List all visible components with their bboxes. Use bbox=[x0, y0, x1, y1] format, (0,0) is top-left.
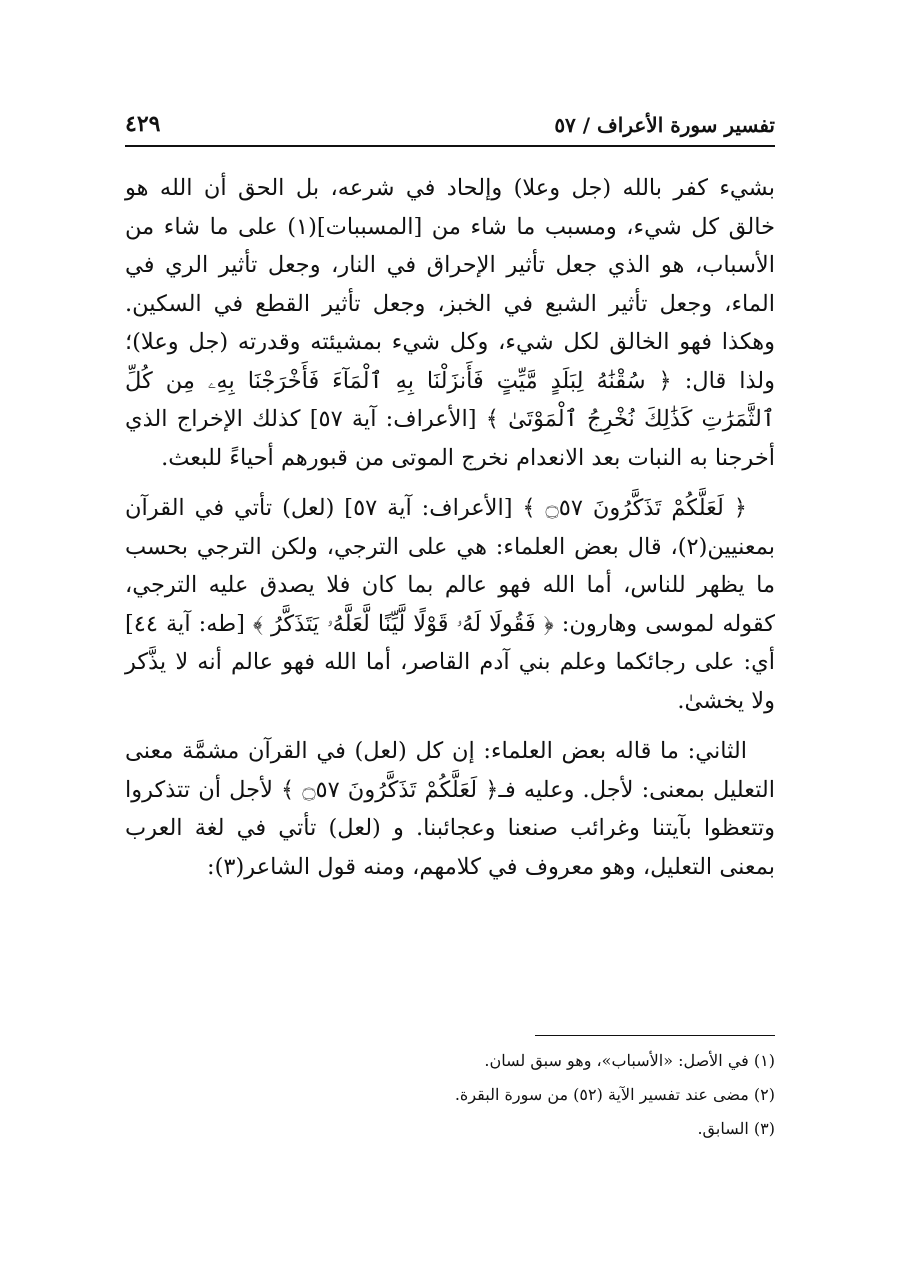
running-title: تفسير سورة الأعراف / ٥٧ bbox=[554, 113, 775, 137]
paragraph: ﴿ لَعَلَّكُمْ تَذَكَّرُونَ ۝٥٧ ﴾ [الأعراف: آية ٥٧] (لعل) تأتي في القرآن بمعنيين(٢)، قال بعض العلماء: هي على الترجي، ولكن الترجي بحسب ما يظهر للناس، أما الله فهو عالم بما كان فلا يصدق عليه الترجي، كقوله لموسى وهارون: ﴿ فَقُولَا لَهُۥ قَوْلًا لَّيِّنًا لَّعَلَّهُۥ يَتَذَكَّرُ ﴾ [طه: آية ٤٤] أي: على رجائكما وعلم بني آدم القاصر، أما الله فهو عالم أنه لا يذَّكر ولا يخشىٰ. bbox=[125, 495, 775, 714]
footnote: (٢) مضى عند تفسير الآية (٥٢) من سورة البقرة. bbox=[454, 1085, 775, 1104]
page-number: ٤٢٩ bbox=[125, 111, 161, 137]
main-text bbox=[125, 169, 775, 886]
page bbox=[125, 105, 775, 1205]
footnotes bbox=[125, 1035, 775, 1146]
footnote: (١) في الأصل: «الأسباب»، وهو سبق لسان. bbox=[484, 1051, 775, 1070]
footnote: (٣) السابق. bbox=[697, 1119, 775, 1138]
footnote-separator bbox=[535, 1035, 775, 1036]
page-header bbox=[125, 105, 775, 147]
paragraph: الثاني: ما قاله بعض العلماء: إن كل (لعل) في القرآن مشمَّة معنى التعليل بمعنى: لأجل. وعليه فـ﴿ لَعَلَّكُمْ تَذَكَّرُونَ ۝٥٧ ﴾ لأجل أن تتذكروا وتتعظوا بآيتنا وغرائب صنعنا وعجائبنا. و (لعل) تأتي في لغة العرب بمعنى التعليل، وهو معروف في كلامهم، ومنه قول الشاعر(٣): bbox=[125, 738, 776, 880]
paragraph: بشيء كفر بالله (جل وعلا) وإلحاد في شرعه، بل الحق أن الله هو خالق كل شيء، ومسبب ما شاء من [المسببات](١) على ما شاء من الأسباب، هو الذي جعل تأثير الإحراق في النار، وجعل تأثير الري في الماء، وجعل تأثير الشبع في الخبز، وجعل تأثير القطع في السكين. وهكذا فهو الخالق لكل شيء، وكل شيء بمشيئته وقدرته (جل وعلا)؛ ولذا قال: ﴿ سُقْنَٰهُ لِبَلَدٍ مَّيِّتٍ فَأَنزَلْنَا بِهِ ٱلْمَآءَ فَأَخْرَجْنَا بِهِۦ مِن كُلِّ ٱلثَّمَرَٰتِ كَذَٰلِكَ نُخْرِجُ ٱلْمَوْتَىٰ ﴾ [الأعراف: آية ٥٧] كذلك الإخراج الذي أخرجنا به النبات بعد الانعدام نخرج الموتى من قبورهم أحياءً للبعث. bbox=[125, 175, 775, 471]
